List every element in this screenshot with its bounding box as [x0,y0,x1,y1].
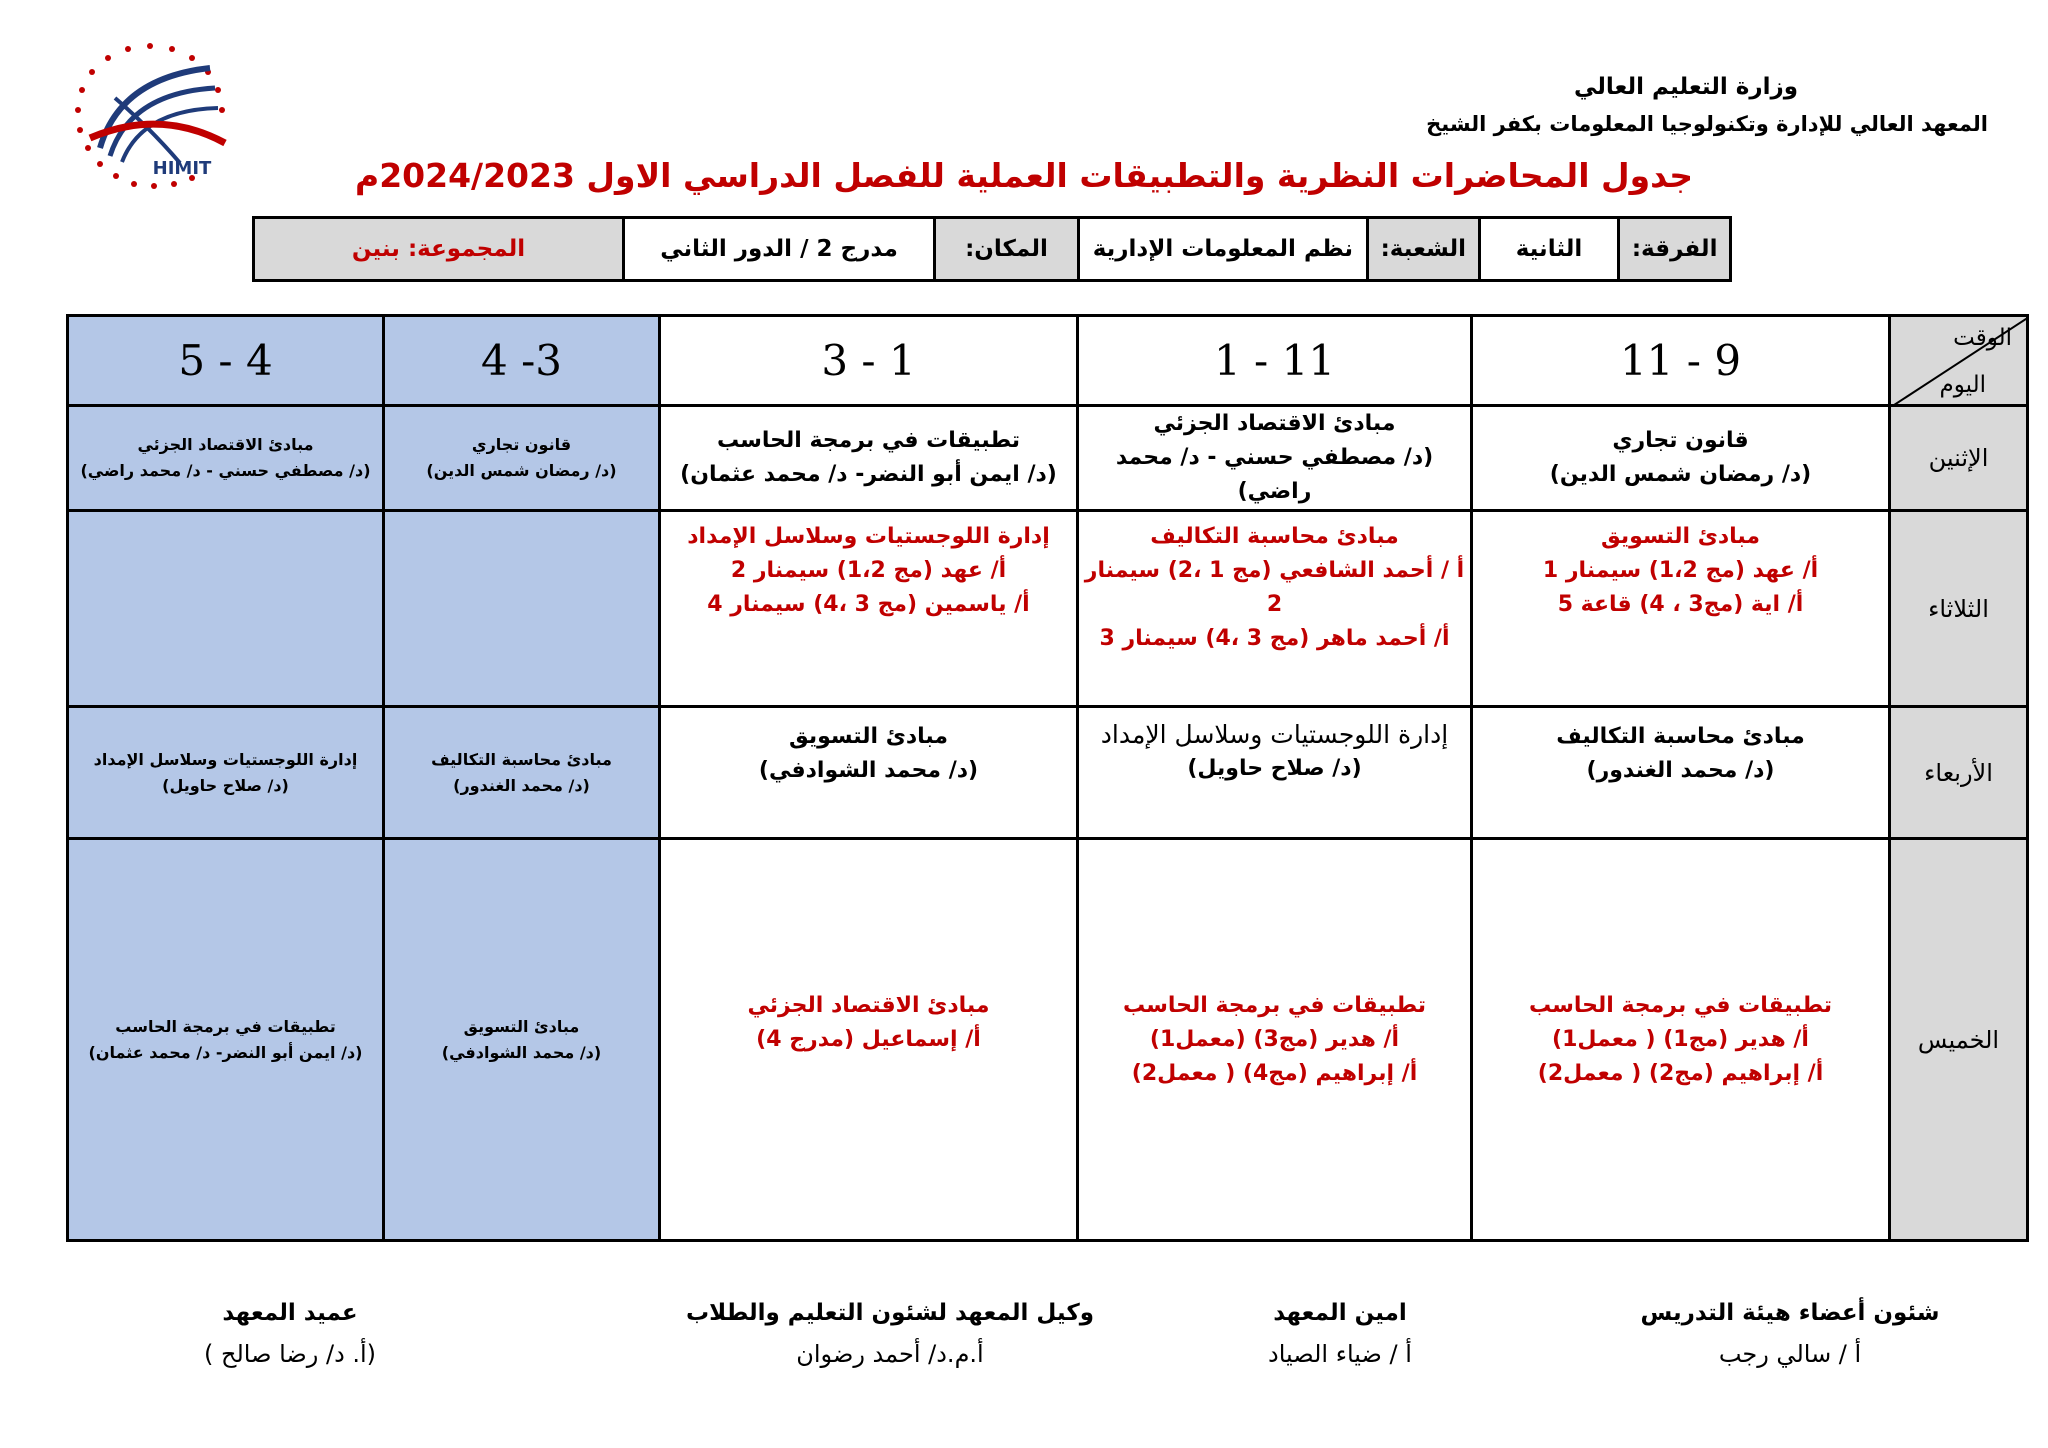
institute-name: المعهد العالي للإدارة وتكنولوجيا المعلومات بكفر الشيخ [1426,112,1988,136]
signature-faculty-affairs: شئون أعضاء هيئة التدريس أ / سالي رجب [1640,1300,1940,1368]
class-cell: تطبيقات في برمجة الحاسب (د/ ايمن أبو النضر- د/ محمد عثمان) [660,406,1078,511]
class-cell: تطبيقات في برمجة الحاسب أ/ هدير (مج1) ( معمل1) أ/ إبراهيم (مج2) ( معمل2) [1472,839,1890,1241]
day-row-tuesday [68,511,2028,707]
info-bar [252,216,1732,282]
svg-text:HIMIT: HIMIT [152,158,212,179]
signature-institute-secretary: امين المعهد أ / ضياء الصياد [1268,1300,1412,1368]
day-label: الأربعاء [1890,707,2028,839]
place-value: مدرج 2 / الدور الثاني [622,219,933,279]
division-label: الشعبة: [1366,219,1478,279]
day-label: الخميس [1890,839,2028,1241]
corner-time-label: الوقت [1953,325,2012,351]
day-row-thursday [68,839,2028,1241]
class-cell: قانون تجاري (د/ رمضان شمس الدين) [384,406,660,511]
class-cell: مبادئ التسويق أ/ عهد (مج 1،2) سيمنار 1 أ/ اية (مج3 ، 4) قاعة 5 [1472,511,1890,707]
group-value: المجموعة: بنين [255,219,622,279]
day-label: الإثنين [1890,406,2028,511]
empty-cell [68,511,384,707]
place-label: المكان: [933,219,1077,279]
empty-cell [384,511,660,707]
slot-header: 1 - 3 [660,316,1078,406]
class-cell: مبادئ محاسبة التكاليف أ / أحمد الشافعي (مج 1 ،2) سيمنار 2 أ/ أحمد ماهر (مج 3 ،4) سيمنار 3 [1078,511,1472,707]
class-cell: تطبيقات في برمجة الحاسب (د/ ايمن أبو النضر- د/ محمد عثمان) [68,839,384,1241]
class-cell: قانون تجاري (د/ رمضان شمس الدين) [1472,406,1890,511]
day-row-monday [68,406,2028,511]
corner-day-label: اليوم [1939,372,1986,398]
class-cell: مبادئ الاقتصاد الجزئي (د/ مصطفي حسني - د/ محمد راضي) [68,406,384,511]
day-row-wednesday [68,707,2028,839]
page-title: جدول المحاضرات النظرية والتطبيقات العملية للفصل الدراسي الاول 2024/2023م [355,156,1693,195]
day-label: الثلاثاء [1890,511,2028,707]
slot-header: 4 - 5 [68,316,384,406]
level-value: الثانية [1478,219,1618,279]
header-row [68,316,2028,406]
class-cell: إدارة اللوجستيات وسلاسل الإمداد (د/ صلاح حاويل) [68,707,384,839]
signature-vice-dean: وكيل المعهد لشئون التعليم والطلاب أ.م.د/ أحمد رضوان [686,1300,1094,1368]
class-cell: مبادئ الاقتصاد الجزئي (د/ مصطفي حسني - د/ محمد راضي) [1078,406,1472,511]
class-cell: مبادئ محاسبة التكاليف (د/ محمد الغندور) [384,707,660,839]
slot-header: 9 - 11 [1472,316,1890,406]
slot-header: 3- 4 [384,316,660,406]
class-cell: تطبيقات في برمجة الحاسب أ/ هدير (مج3) (معمل1) أ/ إبراهيم (مج4) ( معمل2) [1078,839,1472,1241]
ministry-name: وزارة التعليم العالي [1573,74,1798,100]
class-cell: إدارة اللوجستيات وسلاسل الإمداد أ/ عهد (مج 1،2) سيمنار 2 أ/ ياسمين (مج 3 ،4) سيمنار 4 [660,511,1078,707]
class-cell: مبادئ التسويق (د/ محمد الشوادفي) [384,839,660,1241]
division-value: نظم المعلومات الإدارية [1077,219,1366,279]
schedule-table [66,314,2029,1242]
level-label: الفرقة: [1617,219,1729,279]
signature-dean: عميد المعهد (أ. د/ رضا صالح ) [203,1300,377,1368]
class-cell: مبادئ محاسبة التكاليف (د/ محمد الغندور) [1472,707,1890,839]
class-cell: إدارة اللوجستيات وسلاسل الإمداد (د/ صلاح حاويل) [1078,707,1472,839]
class-cell: مبادئ التسويق (د/ محمد الشوادفي) [660,707,1078,839]
corner-cell [1890,316,2028,406]
class-cell: مبادئ الاقتصاد الجزئي أ/ إسماعيل (مدرج 4) [660,839,1078,1241]
slot-header: 11 - 1 [1078,316,1472,406]
